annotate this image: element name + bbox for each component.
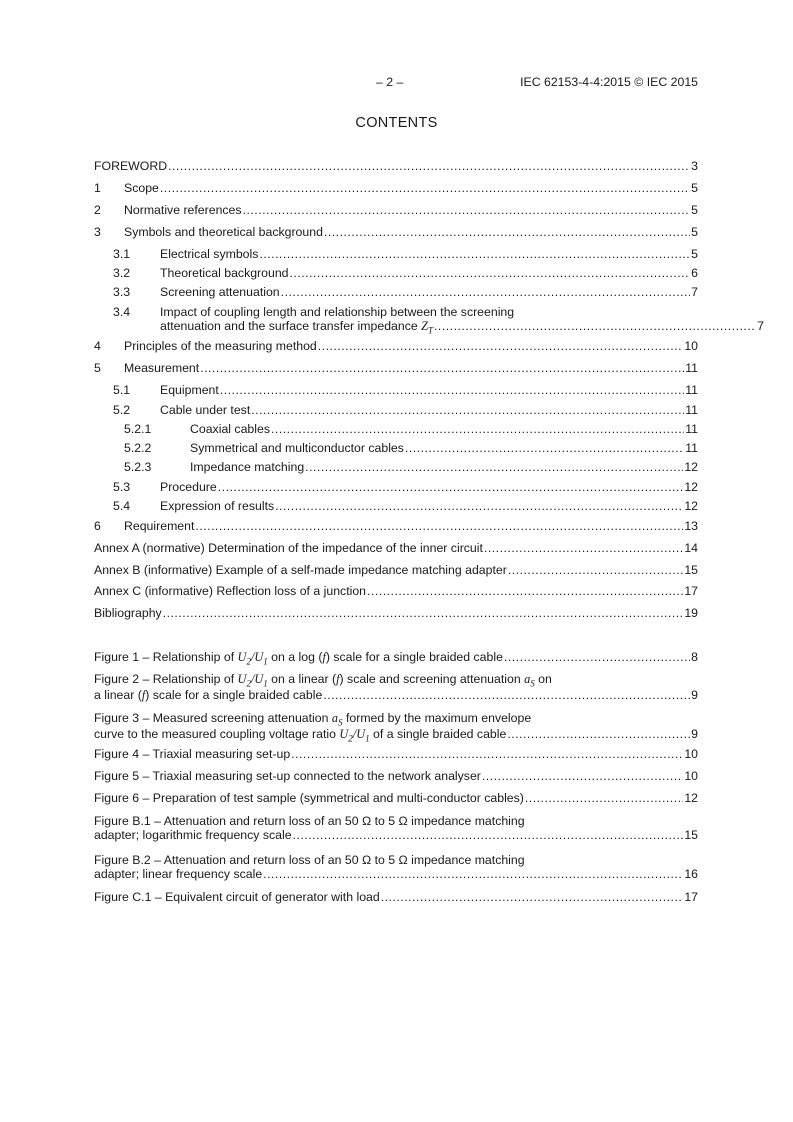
leader-dots [508, 563, 683, 577]
toc-entry-title: FOREWORD [94, 159, 168, 173]
toc-entry[interactable] [94, 247, 698, 266]
toc-entry[interactable] [94, 541, 698, 560]
toc-entry-title: Theoretical background [160, 266, 289, 280]
toc-entry[interactable] [94, 563, 698, 582]
toc-entry-page: 11 [685, 361, 698, 375]
toc-entry[interactable] [94, 383, 698, 402]
leader-dots [507, 727, 690, 741]
toc-entry-line [94, 266, 698, 280]
subscript: 1 [365, 733, 370, 744]
subscript: 1 [263, 678, 268, 689]
leader-dots [323, 688, 690, 702]
page-number: – 2 – [376, 75, 404, 89]
toc-entry-line [94, 541, 698, 555]
transfer-impedance-symbol: $Z_T$ [421, 319, 433, 336]
leader-dots [324, 225, 690, 239]
toc-entry[interactable] [94, 441, 698, 460]
leader-dots [290, 266, 691, 280]
toc-entry-title: attenuation and the surface transfer impedance $Z_T$ [160, 319, 433, 336]
toc-entry-page: 5 [691, 247, 698, 261]
leader-dots [405, 441, 684, 455]
frequency-symbol: f [141, 688, 146, 703]
toc-entry-line [94, 584, 698, 598]
leader-dots [281, 285, 691, 299]
toc-entry-line [94, 480, 698, 494]
figure-entry[interactable] [94, 890, 698, 909]
leader-dots [195, 519, 683, 533]
leader-dots [504, 650, 690, 664]
toc-entry-number: 3.3 [113, 285, 131, 299]
leader-dots [484, 541, 683, 555]
toc-entry-number: 3.2 [113, 266, 131, 280]
toc-entry[interactable] [94, 266, 698, 285]
figure-entry-line [94, 890, 698, 904]
toc-entry-page: 3 [691, 159, 698, 173]
figure-entry[interactable] [94, 711, 698, 745]
figure-entry-line [94, 747, 698, 761]
figure-entry-line: Figure B.1 – Attenuation and return loss of an 50 Ω to 5 Ω impedance matching [94, 814, 525, 828]
toc-entry-line [94, 285, 698, 299]
toc-entry[interactable] [94, 606, 698, 625]
toc-entry-number: 1 [94, 181, 101, 195]
toc-entry-title: Impact of coupling length and relationship between the screening [160, 305, 515, 319]
figure-entry-line [94, 688, 698, 703]
toc-entry[interactable] [94, 361, 698, 380]
leader-dots [243, 203, 691, 217]
toc-entry-number: 3.1 [113, 247, 131, 261]
figure-entry-line: Figure 2 – Relationship of $U_2/U_1$ on a linear (f) scale and screening attenuation $a_S$ on [94, 672, 552, 689]
leader-dots [434, 319, 756, 333]
figure-entry[interactable] [94, 672, 698, 706]
toc-entry-line [94, 159, 698, 173]
toc-entry-page: 7 [691, 285, 698, 299]
toc-entry[interactable] [94, 339, 698, 358]
toc-entry-page: 19 [684, 606, 698, 620]
toc-entry-title: Expression of results [160, 499, 275, 513]
toc-entry[interactable] [94, 499, 698, 518]
figure-entry-line [94, 791, 698, 805]
toc-entry-page: 14 [684, 541, 698, 555]
toc-entry-page: 11 [685, 403, 698, 417]
toc-entry-line [94, 499, 698, 513]
subscript: S [530, 678, 535, 689]
leader-dots [160, 181, 690, 195]
toc-entry[interactable] [94, 181, 698, 200]
figure-entry-page: 9 [691, 688, 698, 703]
toc-entry-page: 11 [685, 422, 698, 436]
toc-entry-page: 12 [684, 460, 698, 474]
toc-entry-line [94, 305, 698, 319]
toc-entry-line [94, 339, 698, 353]
toc-entry-line [94, 383, 698, 397]
figure-entry-line [94, 727, 698, 743]
toc-entry-number: 4 [94, 339, 101, 353]
toc-entry-line [94, 519, 698, 533]
leader-dots [318, 339, 684, 353]
toc-entry-line [94, 441, 698, 455]
toc-entry-page: 5 [691, 225, 698, 239]
toc-entry-line [94, 403, 698, 417]
page-title: CONTENTS [355, 115, 438, 131]
toc-entry[interactable] [94, 460, 698, 479]
toc-entry-number: 5.3 [113, 480, 131, 494]
toc-entry-page: 6 [691, 266, 698, 280]
figure-entry-title: Figure 5 – Triaxial measuring set-up connected to the network analyser [94, 769, 481, 783]
toc-entry-line [94, 203, 698, 217]
subscript: S [338, 717, 343, 728]
leader-dots [263, 867, 683, 881]
figure-entry-title: Figure 1 – Relationship of $U_2/U_1$ on a log (f) scale for a single braided cable [94, 650, 503, 667]
toc-entry[interactable] [94, 159, 698, 178]
toc-entry-number: 3.4 [113, 305, 131, 319]
subscript: 1 [263, 656, 268, 667]
toc-entry-title: Measurement [124, 361, 200, 375]
figure-entry-line: Figure 3 – Measured screening attenuation $a_S$ formed by the maximum envelope [94, 711, 532, 728]
toc-entry-title: Annex B (informative) Example of a self-made impedance matching adapter [94, 563, 507, 577]
figure-entry-page: 10 [684, 769, 698, 783]
figure-entry[interactable] [94, 747, 698, 766]
leader-dots [200, 361, 684, 375]
figure-entry[interactable] [94, 814, 698, 848]
figure-entry[interactable] [94, 791, 698, 810]
toc-entry-line [94, 460, 698, 474]
leader-dots [275, 499, 683, 513]
figure-entry[interactable] [94, 650, 698, 669]
figure-entry-title: Figure C.1 – Equivalent circuit of generator with load [94, 890, 380, 904]
figure-entry-page: 17 [684, 890, 698, 904]
leader-dots [381, 890, 684, 904]
toc-entry-title: Procedure [160, 480, 217, 494]
figure-entry-title: Figure 4 – Triaxial measuring set-up [94, 747, 291, 761]
leader-dots [220, 383, 684, 397]
toc-entry[interactable] [94, 285, 698, 304]
figure-entry-title: curve to the measured coupling voltage ratio $U_2/U_1$ of a single braided cable [94, 727, 507, 744]
toc-entry-line [94, 606, 698, 620]
figure-entry-title: a linear (f) scale for a single braided cable [94, 688, 323, 703]
toc-entry-title: Symmetrical and multiconductor cables [190, 441, 404, 455]
leader-dots [293, 828, 684, 842]
leader-dots [367, 584, 683, 598]
toc-entry-line [94, 247, 698, 261]
figure-entry-line [94, 650, 698, 666]
attenuation-symbol: $a_S$ [331, 711, 343, 728]
toc-entry-page: 10 [684, 339, 698, 353]
figure-entry-line [94, 769, 698, 783]
figure-entry-page: 10 [684, 747, 698, 761]
toc-entry-number: 5.2.3 [124, 460, 152, 474]
figure-entry-page: 12 [684, 791, 698, 805]
leader-dots [163, 606, 684, 620]
attenuation-symbol: $a_S$ [524, 672, 535, 689]
toc-entry-title: Requirement [124, 519, 195, 533]
toc-entry-number: 2 [94, 203, 101, 217]
toc-entry-page: 5 [691, 181, 698, 195]
toc-entry-number: 5.2 [113, 403, 131, 417]
toc-entry-line [94, 563, 698, 577]
toc-entry-line [94, 319, 764, 335]
toc-entry-page: 5 [691, 203, 698, 217]
toc-entry-page: 17 [684, 584, 698, 598]
toc-entry-title: Coaxial cables [190, 422, 270, 436]
figure-entry-line [94, 867, 698, 881]
toc-entry-title: Symbols and theoretical background [124, 225, 323, 239]
figure-entry-title: adapter; logarithmic frequency scale [94, 828, 292, 842]
toc-entry-number: 5.2.2 [124, 441, 152, 455]
toc-entry-page: 7 [757, 319, 764, 333]
toc-entry-number: 5.1 [113, 383, 131, 397]
subscript: 2 [246, 656, 251, 667]
voltage-ratio-symbol: $U_2/U_1$ [339, 727, 370, 744]
toc-entry-number: 5.2.1 [124, 422, 152, 436]
toc-entry[interactable] [94, 225, 698, 244]
toc-entry-page: 15 [684, 563, 698, 577]
figure-entry-title: adapter; linear frequency scale [94, 867, 263, 881]
toc-entry-title: Impedance matching [190, 460, 305, 474]
toc-entry-title: Bibliography [94, 606, 162, 620]
toc-entry-page: 13 [684, 519, 698, 533]
subscript: T [427, 325, 433, 336]
toc-entry-number: 5.4 [113, 499, 131, 513]
leader-dots [482, 769, 683, 783]
toc-entry-title: Principles of the measuring method [124, 339, 317, 353]
toc-entry-line [94, 181, 698, 195]
toc-entry-page: 11 [685, 383, 698, 397]
figure-entry[interactable] [94, 853, 698, 887]
leader-dots [525, 791, 683, 805]
figure-entry-page: 15 [684, 828, 698, 842]
subscript: 2 [246, 678, 251, 689]
toc-entry-title: Annex C (informative) Reflection loss of a junction [94, 584, 367, 598]
toc-entry-title: Normative references [124, 203, 242, 217]
voltage-ratio-symbol: $U_2/U_1$ [237, 650, 268, 667]
leader-dots [168, 159, 690, 173]
toc-entry[interactable] [94, 203, 698, 222]
leader-dots [218, 480, 684, 494]
toc-entry-title: Scope [124, 181, 159, 195]
toc-entry[interactable] [94, 403, 698, 422]
toc-entry-line [94, 422, 698, 436]
toc-entry[interactable] [94, 305, 764, 339]
figure-entry-page: 9 [691, 727, 698, 742]
toc-entry-title: Equipment [160, 383, 219, 397]
toc-entry[interactable] [94, 519, 698, 538]
toc-entry[interactable] [94, 480, 698, 499]
toc-entry-number: 6 [94, 519, 101, 533]
toc-entry-title: Screening attenuation [160, 285, 280, 299]
figure-entry-page: 8 [691, 650, 698, 664]
toc-entry-page: 12 [684, 480, 698, 494]
frequency-symbol: f [336, 672, 340, 686]
toc-entry[interactable] [94, 584, 698, 603]
toc-entry-title: Electrical symbols [160, 247, 259, 261]
voltage-ratio-symbol: $U_2/U_1$ [237, 672, 268, 689]
figure-entry-line: Figure B.2 – Attenuation and return loss of an 50 Ω to 5 Ω impedance matching [94, 853, 525, 867]
toc-entry-title: Annex A (normative) Determination of the impedance of the inner circuit [94, 541, 483, 555]
leader-dots [305, 460, 683, 474]
leader-dots [271, 422, 684, 436]
leader-dots [259, 247, 690, 261]
figure-entry[interactable] [94, 769, 698, 788]
toc-entry-line [94, 361, 698, 375]
toc-entry-number: 5 [94, 361, 101, 375]
toc-entry-title: Cable under test [160, 403, 251, 417]
frequency-symbol: f [322, 650, 326, 664]
figure-entry-line [94, 828, 698, 842]
leader-dots [251, 403, 684, 417]
toc-entry-line [94, 225, 698, 239]
figure-entry-page: 16 [684, 867, 698, 881]
figure-entry-title: Figure 6 – Preparation of test sample (symmetrical and multi-conductor cables) [94, 791, 524, 805]
toc-entry-number: 3 [94, 225, 101, 239]
toc-entry-page: 11 [685, 441, 698, 455]
subscript: 2 [348, 733, 353, 744]
toc-entry-page: 12 [684, 499, 698, 513]
copyright-line: IEC 62153-4-4:2015 © IEC 2015 [520, 75, 698, 89]
toc-entry[interactable] [94, 422, 698, 441]
leader-dots [291, 747, 683, 761]
